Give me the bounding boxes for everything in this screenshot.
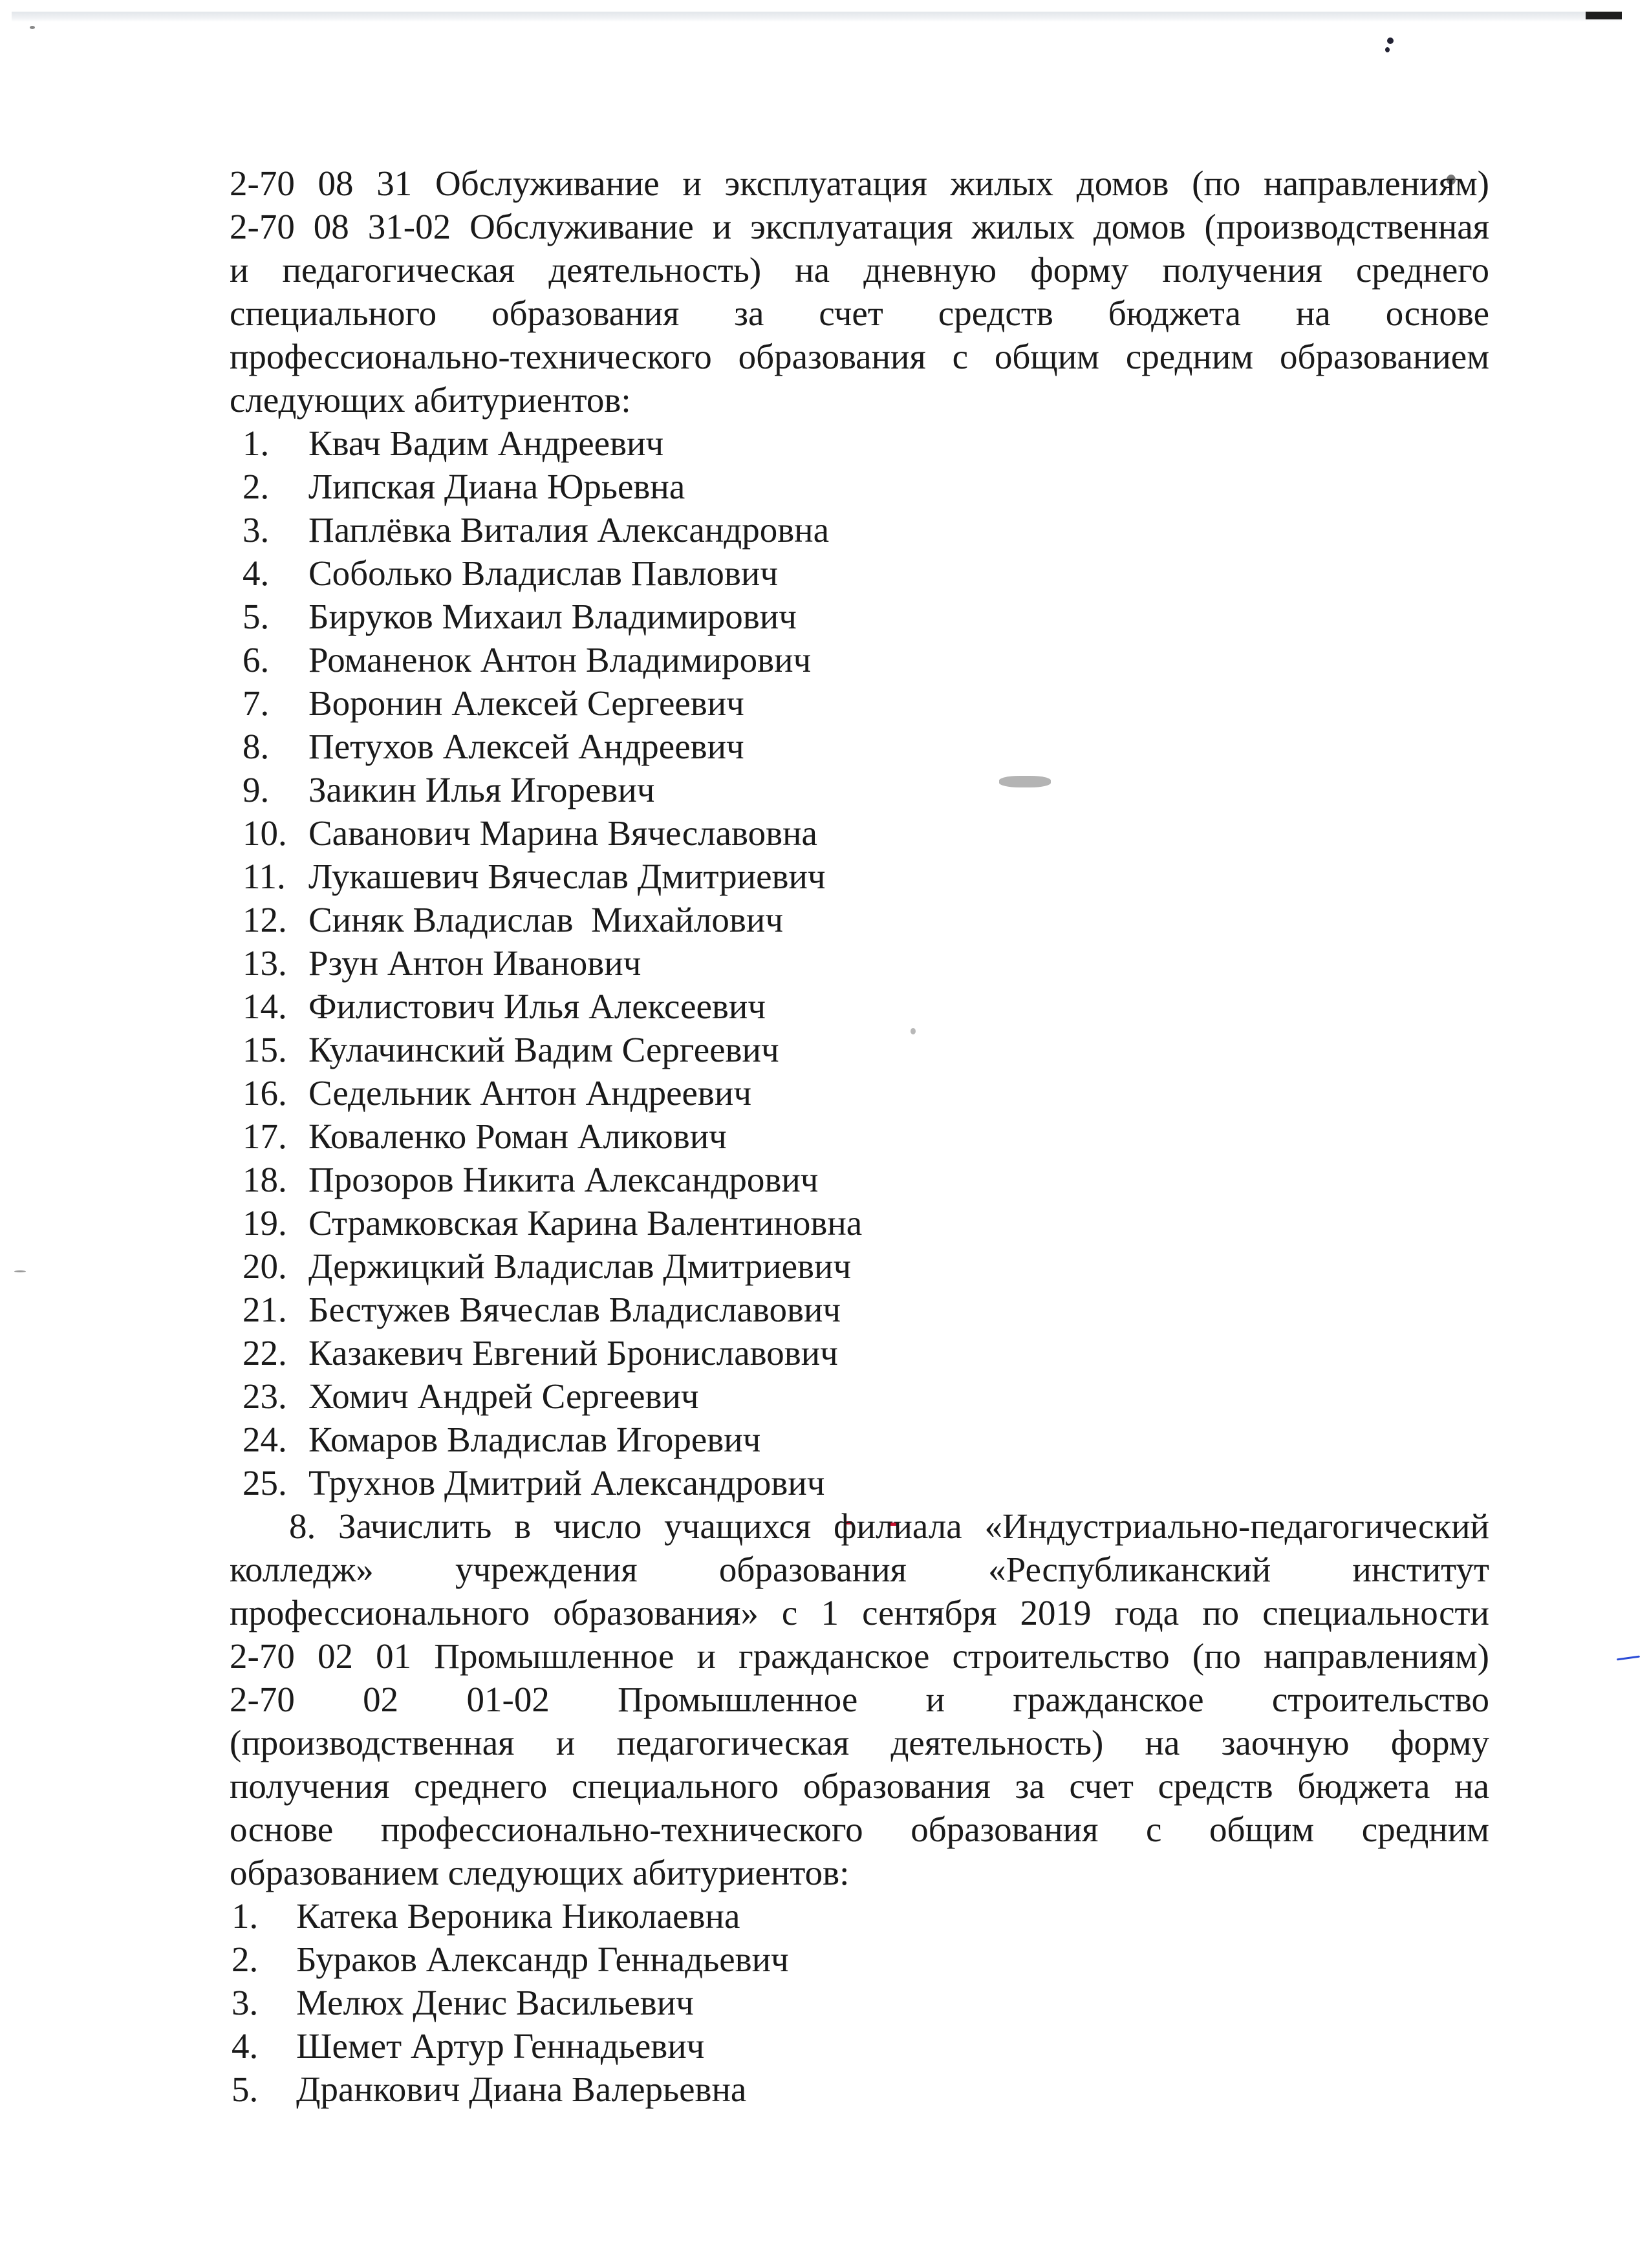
list-item (230, 898, 1489, 941)
list-number: 25. (242, 1463, 287, 1503)
list-number: 9. (242, 770, 270, 809)
applicant-name: Кулачинский Вадим Сергеевич (308, 1030, 779, 1069)
applicant-name: Заикин Илья Игоревич (308, 770, 655, 809)
paragraph-line: профессионально-технического образования с общим средним образованием (230, 337, 1489, 376)
list-number: 1. (242, 423, 270, 463)
applicant-name: Трухнов Дмитрий Александрович (308, 1463, 825, 1503)
list-number: 20. (242, 1246, 287, 1286)
applicant-name: Лукашевич Вячеслав Дмитриевич (308, 857, 826, 896)
applicants-list-correspondence (230, 1894, 1489, 2111)
blue-pen-mark (1617, 1656, 1640, 1661)
scanner-corner-mark (1586, 12, 1622, 19)
paragraph-line: (производственная и педагогическая деятельность) на заочную форму (230, 1723, 1489, 1762)
list-number: 17. (242, 1117, 287, 1156)
list-number: 16. (242, 1073, 287, 1113)
list-item (230, 768, 1489, 811)
applicant-name: Хомич Андрей Сергеевич (308, 1376, 699, 1416)
list-number: 2. (242, 467, 270, 506)
list-number: 22. (242, 1333, 287, 1373)
applicant-name: Комаров Владислав Игоревич (308, 1420, 761, 1459)
list-item (230, 1245, 1489, 1288)
list-item (230, 681, 1489, 725)
paragraph-line: 2-70 08 31 Обслуживание и эксплуатация жилых домов (по направлениям) (230, 164, 1489, 203)
list-number: 15. (242, 1030, 287, 1069)
applicant-name: Держицкий Владислав Дмитриевич (308, 1246, 852, 1286)
applicant-name: Саванович Марина Вячеславовна (308, 813, 817, 853)
applicant-name: Катека Вероника Николаевна (296, 1896, 740, 1936)
paragraph-line: 8. Зачислить в число учащихся филиала «Индустриально-педагогический (289, 1506, 1489, 1546)
applicant-name: Мелюх Денис Васильевич (296, 1983, 694, 2022)
intro-paragraph (230, 162, 1489, 422)
list-number: 24. (242, 1420, 287, 1459)
list-item (230, 422, 1489, 465)
list-number: 11. (242, 857, 286, 896)
list-item (230, 1288, 1489, 1331)
list-item (230, 465, 1489, 508)
paragraph-line: 2-70 02 01-02 Промышленное и гражданское строительство (230, 1680, 1489, 1719)
list-number: 13. (242, 943, 287, 983)
list-item (230, 855, 1489, 898)
list-item (230, 1158, 1489, 1201)
list-item (230, 508, 1489, 551)
section-8-paragraph (230, 1504, 1489, 1894)
list-item (230, 1418, 1489, 1461)
list-item (230, 1115, 1489, 1158)
applicant-name: Квач Вадим Андреевич (308, 423, 664, 463)
list-item (230, 725, 1489, 768)
paragraph-line: колледж» учреждения образования «Республиканский институт (230, 1550, 1489, 1589)
applicant-name: Воронин Алексей Сергеевич (308, 683, 744, 723)
applicant-name: Седельник Антон Андреевич (308, 1073, 751, 1113)
list-number: 10. (242, 813, 287, 853)
list-item (230, 2068, 1489, 2111)
applicant-name: Соболько Владислав Павлович (308, 553, 778, 593)
applicant-name: Шемет Артур Геннадьевич (296, 2026, 705, 2066)
list-item (230, 1461, 1489, 1504)
list-number: 5. (232, 2070, 259, 2109)
list-number: 12. (242, 900, 287, 939)
list-item (230, 1894, 1489, 1938)
edge-mark (14, 1270, 26, 1272)
applicant-name: Страмковская Карина Валентиновна (308, 1203, 863, 1243)
list-number: 14. (242, 987, 287, 1026)
list-number: 6. (242, 640, 270, 679)
paragraph-line: и педагогическая деятельность) на дневную форму получения среднего (230, 250, 1489, 290)
list-item (230, 551, 1489, 595)
list-number: 2. (232, 1940, 259, 1979)
list-item (230, 1201, 1489, 1245)
ink-spot (1385, 47, 1390, 52)
list-item (230, 1071, 1489, 1115)
paragraph-line: образованием следующих абитуриентов: (230, 1853, 850, 1892)
list-item (230, 2024, 1489, 2068)
list-number: 4. (242, 553, 270, 593)
list-number: 18. (242, 1160, 287, 1199)
paragraph-line: основе профессионально-технического образования с общим средним (230, 1810, 1489, 1849)
list-number: 5. (242, 597, 270, 636)
applicant-name: Дранкович Диана Валерьевна (296, 2070, 747, 2109)
applicant-name: Прозоров Никита Александрович (308, 1160, 819, 1199)
applicant-name: Липская Диана Юрьевна (308, 467, 685, 506)
list-item (230, 1981, 1489, 2024)
list-number: 1. (232, 1896, 259, 1936)
list-item (230, 985, 1489, 1028)
applicant-name: Романенок Антон Владимирович (308, 640, 812, 679)
paragraph-line: профессионального образования» с 1 сентября 2019 года по специальности (230, 1593, 1489, 1632)
scanner-edge-strip (12, 12, 1622, 22)
list-number: 19. (242, 1203, 287, 1243)
edge-mark (30, 26, 35, 29)
paragraph-line: получения среднего специального образования за счет средств бюджета на (230, 1766, 1489, 1806)
list-item (230, 595, 1489, 638)
list-number: 21. (242, 1290, 287, 1329)
list-item (230, 811, 1489, 855)
applicant-name: Паплёвка Виталия Александровна (308, 510, 830, 550)
paragraph-line: 2-70 08 31-02 Обслуживание и эксплуатация жилых домов (производственная (230, 207, 1489, 246)
applicant-name: Синяк Владислав Михайлович (308, 900, 783, 939)
applicants-list-daytime (230, 422, 1489, 1504)
paragraph-line: 2-70 02 01 Промышленное и гражданское строительство (по направлениям) (230, 1636, 1489, 1676)
applicant-name: Бируков Михаил Владимирович (308, 597, 797, 636)
list-item (230, 638, 1489, 681)
list-item (230, 1028, 1489, 1071)
applicant-name: Петухов Алексей Андреевич (308, 727, 744, 766)
list-number: 8. (242, 727, 270, 766)
list-item (230, 1938, 1489, 1981)
applicant-name: Филистович Илья Алексеевич (308, 987, 766, 1026)
paragraph-line: следующих абитуриентов: (230, 380, 631, 420)
list-number: 3. (232, 1983, 259, 2022)
applicant-name: Коваленко Роман Аликович (308, 1117, 727, 1156)
ink-spot (1387, 37, 1394, 44)
list-item (230, 1375, 1489, 1418)
list-number: 4. (232, 2026, 259, 2066)
applicant-name: Бураков Александр Геннадьевич (296, 1940, 789, 1979)
paragraph-line: специального образования за счет средств бюджета на основе (230, 294, 1489, 333)
list-number: 3. (242, 510, 270, 550)
list-number: 23. (242, 1376, 287, 1416)
list-number: 7. (242, 683, 270, 723)
document-page (230, 162, 1489, 2111)
applicant-name: Бестужев Вячеслав Владиславович (308, 1290, 841, 1329)
applicant-name: Рзун Антон Иванович (308, 943, 641, 983)
list-item (230, 1331, 1489, 1375)
applicant-name: Казакевич Евгений Брониславович (308, 1333, 838, 1373)
list-item (230, 941, 1489, 985)
